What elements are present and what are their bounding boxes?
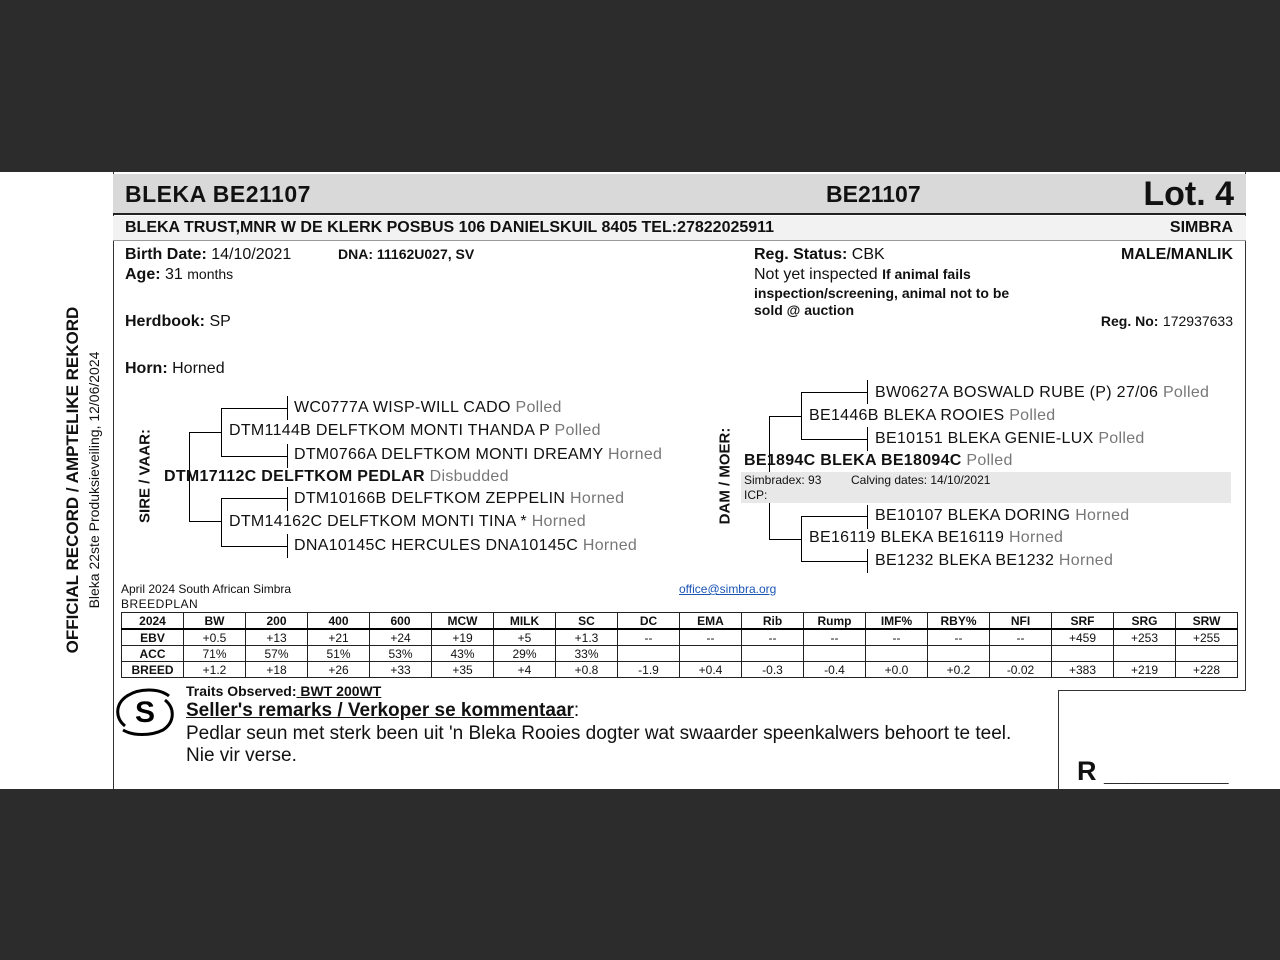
ebv-header: 600 xyxy=(370,613,432,630)
age-unit: months xyxy=(187,266,234,282)
inspection-note-2: inspection/screening, animal not to be xyxy=(754,285,1010,301)
ss-ss-tick xyxy=(287,396,288,420)
lot-number: Lot. 4 xyxy=(1143,175,1234,213)
ebv-cell xyxy=(742,646,804,662)
horn xyxy=(125,360,225,378)
owner-details: BLEKA TRUST,MNR W DE KLERK POSBUS 106 DANIELSKUIL 8405 TEL:27822025911 xyxy=(125,219,775,236)
ebv-header: BW xyxy=(184,613,246,630)
ds-bracket-bottom xyxy=(801,439,867,440)
ss-bracket-bottom xyxy=(221,456,287,457)
ebv-cell: -0.4 xyxy=(804,662,866,678)
ebv-row xyxy=(122,629,1238,646)
reg-no-label: Reg. No: xyxy=(1100,313,1159,329)
pedigree-status: Disbudded xyxy=(429,468,509,485)
ebv-cell: 53% xyxy=(370,646,432,662)
pedigree-status: Polled xyxy=(554,422,601,439)
reg-no xyxy=(1101,313,1233,331)
ebv-header: RBY% xyxy=(928,613,990,630)
ebv-cell: +255 xyxy=(1176,629,1238,646)
ebv-cell: -- xyxy=(804,629,866,646)
ebv-cell: +33 xyxy=(370,662,432,678)
ebv-cell: 33% xyxy=(556,646,618,662)
ebv-header: SC xyxy=(556,613,618,630)
ebv-cell: +219 xyxy=(1114,662,1176,678)
sire-bracket-top xyxy=(189,432,221,433)
ebv-cell xyxy=(1052,646,1114,662)
ds-sd-tick xyxy=(867,427,868,451)
reg-status-label: Reg. Status: xyxy=(754,246,848,263)
pedigree-status: Polled xyxy=(1098,430,1145,447)
ss-sd-tick xyxy=(287,444,288,468)
ebv-cell: -- xyxy=(680,629,742,646)
ebv-cell xyxy=(618,646,680,662)
ebv-cell: -0.3 xyxy=(742,662,804,678)
pedigree-status: Horned xyxy=(582,537,638,554)
dam-sire xyxy=(809,407,1055,425)
ebv-cell: +0.5 xyxy=(184,629,246,646)
ebv-cell xyxy=(1114,646,1176,662)
sire xyxy=(164,468,509,486)
official-record-label: OFFICIAL RECORD / AMPTELIKE REKORD xyxy=(63,306,82,654)
ebv-cell: -1.9 xyxy=(618,662,680,678)
ebv-cell: 57% xyxy=(246,646,308,662)
birth-date xyxy=(125,246,291,264)
ebv-row-label: ACC xyxy=(122,646,184,662)
pedigree-name: BE1232 BLEKA BE1232 xyxy=(875,552,1055,569)
pedigree-status: Polled xyxy=(515,399,562,416)
inspection-value: Not yet inspected xyxy=(754,266,878,283)
ebv-header: SRW xyxy=(1176,613,1238,630)
ebv-header: NFI xyxy=(990,613,1052,630)
inspection-note-1: If animal fails xyxy=(882,266,971,282)
icp: ICP: xyxy=(744,488,768,502)
dd-bracket-bottom xyxy=(801,561,867,562)
ebv-header: 200 xyxy=(246,613,308,630)
ss-bracket-top xyxy=(221,408,287,409)
ds-bracket xyxy=(801,392,802,439)
ebv-cell: +18 xyxy=(246,662,308,678)
ebv-cell: +19 xyxy=(432,629,494,646)
breed-row xyxy=(122,662,1238,678)
animal-id: BE21107 xyxy=(826,181,921,207)
sire-bracket-bottom xyxy=(189,521,221,522)
pedigree-name: DTM14162C DELFTKOM MONTI TINA * xyxy=(229,513,527,530)
traits-value: BWT 200WT xyxy=(296,683,382,699)
ebv-table xyxy=(121,612,1238,678)
pedigree-status: Polled xyxy=(966,452,1013,469)
birth-date-label: Birth Date: xyxy=(125,246,207,263)
ebv-cell: +5 xyxy=(494,629,556,646)
ds-ss-tick xyxy=(867,380,868,404)
dam-sire-dam xyxy=(875,430,1145,448)
email-link[interactable]: office@simbra.org xyxy=(679,582,777,596)
dd-bracket xyxy=(801,516,802,562)
ebv-cell: +4 xyxy=(494,662,556,678)
dam-sire-sire xyxy=(875,384,1209,402)
ebv-cell: +383 xyxy=(1052,662,1114,678)
dam-bracket-top xyxy=(769,416,801,417)
sd-ss-tick xyxy=(287,487,288,511)
bottom-dark-band xyxy=(0,789,1280,960)
sex: MALE/MANLIK xyxy=(1121,246,1233,263)
sale-name-label: Bleka 22ste Produksieveiling, 12/06/2024 xyxy=(86,351,102,609)
ebv-source: April 2024 South African Simbra xyxy=(121,582,292,596)
simbra-logo-icon xyxy=(113,686,177,738)
sire-sire-dam xyxy=(294,446,662,464)
ebv-cell xyxy=(680,646,742,662)
dam xyxy=(744,452,1013,470)
dam-bracket-bottom xyxy=(769,539,801,540)
ebv-cell: -- xyxy=(928,629,990,646)
simbradex: Simbradex: 93 xyxy=(744,473,822,487)
ebv-row-label: EBV xyxy=(122,629,184,646)
pedigree-status: Horned xyxy=(1008,529,1064,546)
pedigree-name: BE10151 BLEKA GENIE-LUX xyxy=(875,430,1094,447)
pedigree-status: Horned xyxy=(531,513,586,530)
ebv-header: SRF xyxy=(1052,613,1114,630)
ebv-cell: +24 xyxy=(370,629,432,646)
ebv-cell: +1.3 xyxy=(556,629,618,646)
price-label: R xyxy=(1077,756,1097,786)
ebv-header: MILK xyxy=(494,613,556,630)
dam-dam-dam xyxy=(875,552,1113,570)
ebv-cell xyxy=(928,646,990,662)
pedigree-status: Horned xyxy=(570,490,625,507)
acc-row xyxy=(122,646,1238,662)
pedigree-status: Horned xyxy=(1075,507,1130,524)
ebv-cell: +0.0 xyxy=(866,662,928,678)
ebv-cell: +13 xyxy=(246,629,308,646)
ebv-cell: +21 xyxy=(308,629,370,646)
animal-name: BLEKA BE21107 xyxy=(125,181,311,207)
pedigree-name: DTM0766A DELFTKOM MONTI DREAMY xyxy=(294,446,604,463)
ebv-header-row xyxy=(122,613,1238,630)
pedigree-status: Polled xyxy=(1009,407,1056,424)
ebv-cell: -- xyxy=(618,629,680,646)
sd-bracket-bottom xyxy=(221,546,287,547)
sire-sire-sire xyxy=(294,399,562,417)
pedigree-name: BE1894C BLEKA BE18094C xyxy=(744,452,962,469)
remarks-line-1: Pedlar seun met sterk been uit 'n Bleka Rooies dogter wat swaarder speenkalwers behoort te teel. xyxy=(186,723,1012,744)
sire-label: SIRE / VAAR: xyxy=(136,429,154,523)
ebv-cell: +459 xyxy=(1052,629,1114,646)
ebv-cell: +1.2 xyxy=(184,662,246,678)
traits-label: Traits Observed: xyxy=(186,683,297,699)
herdbook xyxy=(125,313,231,331)
logo-letter: S xyxy=(134,696,156,729)
price-blank[interactable]: ________________ xyxy=(1104,768,1229,784)
reg-status xyxy=(754,246,885,264)
ebv-header: 400 xyxy=(308,613,370,630)
inspection-status xyxy=(754,266,971,284)
ebv-cell: +26 xyxy=(308,662,370,678)
ebv-cell xyxy=(866,646,928,662)
breed-name: SIMBRA xyxy=(1169,219,1233,236)
pedigree-name: WC0777A WISP-WILL CADO xyxy=(294,399,511,416)
ebv-cell: +0.2 xyxy=(928,662,990,678)
ebv-cell: 71% xyxy=(184,646,246,662)
pedigree-status: Horned xyxy=(607,446,663,463)
calving-dates: Calving dates: 14/10/2021 xyxy=(851,473,991,487)
ebv-cell: -- xyxy=(990,629,1052,646)
inspection-note-3: sold @ auction xyxy=(754,302,854,318)
pedigree-status: Horned xyxy=(1058,552,1114,569)
pedigree-name: BE10107 BLEKA DORING xyxy=(875,507,1071,524)
pedigree-status: Polled xyxy=(1162,384,1210,401)
ebv-cell: +0.4 xyxy=(680,662,742,678)
sire-sire xyxy=(229,422,601,440)
dna-info: DNA: 11162U027, SV xyxy=(338,246,475,262)
sd-sd-tick xyxy=(287,534,288,558)
horn-value: Horned xyxy=(172,360,225,377)
age-label: Age: xyxy=(125,266,161,283)
remarks-colon: : xyxy=(573,700,580,721)
ebv-header: DC xyxy=(618,613,680,630)
pedigree-name: BE16119 BLEKA BE16119 xyxy=(809,529,1005,546)
sire-dam xyxy=(229,513,586,531)
horn-label: Horn: xyxy=(125,360,168,377)
sd-bracket xyxy=(221,498,222,546)
ebv-cell xyxy=(990,646,1052,662)
ebv-cell: +228 xyxy=(1176,662,1238,678)
dd-bracket-top xyxy=(801,516,867,517)
herdbook-value: SP xyxy=(209,313,231,330)
ebv-cell: -0.02 xyxy=(990,662,1052,678)
pedigree-name: DTM10166B DELFTKOM ZEPPELIN xyxy=(294,490,566,507)
ebv-cell: +35 xyxy=(432,662,494,678)
remarks-line-2: Nie vir verse. xyxy=(186,745,297,766)
ebv-cell xyxy=(1176,646,1238,662)
ss-bracket xyxy=(221,408,222,456)
ebv-cell: +253 xyxy=(1114,629,1176,646)
pedigree-name: DTM17112C DELFTKOM PEDLAR xyxy=(164,468,425,485)
ds-bracket-top xyxy=(801,392,867,393)
ebv-cell: 29% xyxy=(494,646,556,662)
ebv-cell: -- xyxy=(866,629,928,646)
traits-observed xyxy=(186,683,381,699)
ebv-source-breedplan: BREEDPLAN xyxy=(121,597,199,611)
ebv-cell: 51% xyxy=(308,646,370,662)
ebv-cell: +0.8 xyxy=(556,662,618,678)
remarks-heading-line xyxy=(186,700,579,722)
age-value: 31 xyxy=(165,266,183,283)
ebv-cell: 43% xyxy=(432,646,494,662)
dd-ss-tick xyxy=(867,505,868,529)
reg-status-value: CBK xyxy=(851,246,885,263)
ebv-row-label: BREED xyxy=(122,662,184,678)
dam-label: DAM / MOER: xyxy=(716,427,734,525)
birth-date-value: 14/10/2021 xyxy=(211,246,292,263)
sire-dam-dam xyxy=(294,537,637,555)
pedigree-name: BE1446B BLEKA ROOIES xyxy=(809,407,1005,424)
ebv-cell xyxy=(804,646,866,662)
ebv-header: 2024 xyxy=(122,613,184,630)
ebv-header: IMF% xyxy=(866,613,928,630)
dam-dam-sire xyxy=(875,507,1129,525)
ebv-header: Rib xyxy=(742,613,804,630)
ebv-header: EMA xyxy=(680,613,742,630)
remarks-heading: Seller's remarks / Verkoper se kommentaar xyxy=(186,700,574,721)
ebv-cell: -- xyxy=(742,629,804,646)
pedigree-name: BW0627A BOSWALD RUBE (P) 27/06 xyxy=(875,384,1159,401)
ebv-header: MCW xyxy=(432,613,494,630)
reg-no-value: 172937633 xyxy=(1162,313,1233,329)
dd-sd-tick xyxy=(867,549,868,573)
sire-dam-sire xyxy=(294,490,624,508)
ebv-header: SRG xyxy=(1114,613,1176,630)
top-dark-band xyxy=(0,0,1280,172)
ebv-header: Rump xyxy=(804,613,866,630)
sd-bracket-top xyxy=(221,498,287,499)
pedigree-name: DNA10145C HERCULES DNA10145C xyxy=(294,537,579,554)
pedigree-name: DTM1144B DELFTKOM MONTI THANDA P xyxy=(229,422,550,439)
herdbook-label: Herdbook: xyxy=(125,313,205,330)
dam-dam xyxy=(809,529,1063,547)
age xyxy=(125,266,233,284)
